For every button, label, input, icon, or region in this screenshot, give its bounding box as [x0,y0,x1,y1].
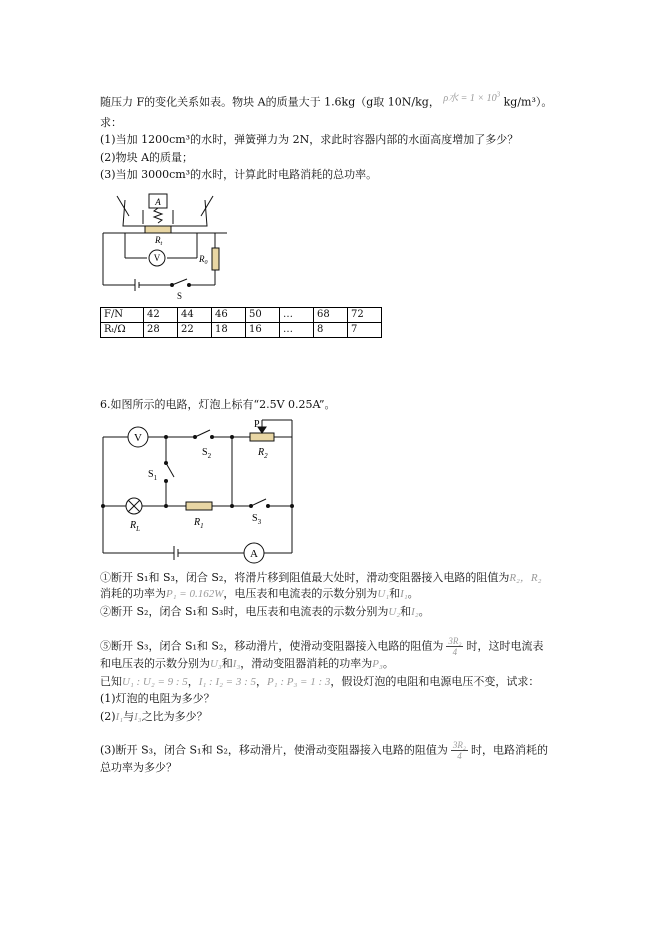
symbol-i3: I₃ [134,711,142,723]
symbol-u1: U₁ [377,588,390,600]
symbol-i1: I₁ [115,711,124,723]
known-ratios: 已知U₁ : U₂ = 9 : 5，I₁ : I₂ = 3 : 5，P₁ : P₃ = 1 : 3，假设灯泡的电阻和电源电压不变，试求： [100,675,540,688]
density-unit: kg/m³）。 [503,95,553,109]
q6-ask-1: (1)灯泡的电阻为多少？ [100,692,215,705]
condition-2: ②断开 S₂，闭合 S₁和 S₃时，电压表和电流表的示数分别为U₂和I₂。 [100,605,430,618]
q5-item-3: (3)当加 3000cm³的水时，计算此时电路消耗的总功率。 [100,168,378,181]
ratio-p1-p3: P₁ : P₃ = 1 : 3 [267,676,331,688]
table-cell: 7 [348,323,382,338]
table-cell: … [280,323,314,338]
table-cell: Rₜ/Ω [101,323,144,338]
r0-label: $R_0$ [199,254,208,266]
q5-item-1: (1)当加 1200cm³的水时，弹簧弹力为 2N，求此时容器内部的水面高度增加了多少？ [100,133,519,146]
symbol-r2: R₂ [509,572,520,584]
ratio-u1-u2: U₁ : U₂ = 9 : 5 [122,676,188,688]
q6-ask-2: (2)I₁与I₃之比为多少？ [100,710,208,723]
q5-circuit-figure [95,188,235,304]
q6-circuit-figure [98,415,298,565]
q5-ask: 求： [100,116,122,129]
symbol-i1: I₁ [400,588,408,600]
fraction-3r2-over-4: $\frac{\text{3R₂}}{4}$ [448,636,462,657]
table-row [101,308,382,323]
q6-ask-3-line-2: 总功率为多少？ [100,761,177,774]
condition-1-line-1: ①断开 S₁和 S₃，闭合 S₂，将滑片移到阻值最大处时，滑动变阻器接入电路的阻值为R₂，R₂ [100,571,542,584]
voltmeter-label: V [153,253,161,263]
ratio-i1-i2: I₁ : I₂ = 3 : 5 [198,676,257,688]
table-cell: 50 [246,308,280,323]
table-cell: 72 [348,308,382,323]
slider-p-label: P [254,419,260,430]
symbol-r2-second: ，R₂ [519,572,542,584]
block-a-label: A [155,197,161,207]
q5-intro-text: 随压力 F的变化关系如表。物块 A的质量大于 1.6kg（g取 10N/kg， [100,95,440,109]
condition-3-line-2: 和电压表的示数分别为U₃和I₃，滑动变阻器消耗的功率为P₃。 [100,657,394,670]
symbol-u2: U₂ [388,606,401,618]
condition-1-line-2: 消耗的功率为P₁ = 0.162W，电压表和电流表的示数分别为U₁和I₁。 [100,587,419,600]
table-cell: 44 [178,308,212,323]
table-cell: 46 [212,308,246,323]
force-resistance-table [100,307,382,338]
table-cell: 68 [314,308,348,323]
table-cell: 18 [212,323,246,338]
s3-label: $S_3$ [252,513,262,526]
table-cell: 8 [314,323,348,338]
rl-label: $R_L$ [130,520,141,533]
table-cell: 28 [144,323,178,338]
s2-label: $S_2$ [202,447,212,460]
table-row [101,323,382,338]
s1-label: $S_1$ [148,469,158,482]
table-cell: F/N [101,308,144,323]
q5-item-2: (2)物块 A的质量； [100,151,194,164]
table-cell: 22 [178,323,212,338]
fraction-3r2-over-4: $\frac{\text{3R₂}}{4}$ [452,740,467,761]
condition-3-line-1: ⑤断开 S₃，闭合 S₁和 S₂，移动滑片，使滑动变阻器接入电路的阻值为 $\frac{\text{3R₂}}{4}$ 时，这时电流表 [100,636,544,657]
density-formula: ρ水 = $1 \times 10^3$ [443,91,501,105]
symbol-i2: I₂ [411,606,419,618]
symbol-i3: I₃ [232,658,241,670]
q6-ask-3-line-1: (3)断开 S₃，闭合 S₁和 S₂，移动滑片，使滑动变阻器接入电路的阻值为 $\frac{\text{3R₂}}{4}$ 时，电路消耗的 [100,740,549,761]
switch-label: S [177,291,183,301]
symbol-p3: P₃ [372,658,383,670]
q5-intro-line [100,92,552,110]
voltmeter-label: V [134,432,142,444]
ammeter-label: A [250,548,258,560]
table-cell: 42 [144,308,178,323]
r1-label: $R_1$ [194,517,204,530]
symbol-u3: U₃ [210,658,222,670]
table-cell: … [280,308,314,323]
q6-title: 6.如图所示的电路，灯泡上标有“2.5V 0.25A”。 [100,398,336,411]
r2-label: $R_2$ [258,447,268,460]
power-p1: P₁ = 0.162W [166,588,224,600]
table-cell: 16 [246,323,280,338]
sensor-label: $R_t$ [155,235,163,247]
